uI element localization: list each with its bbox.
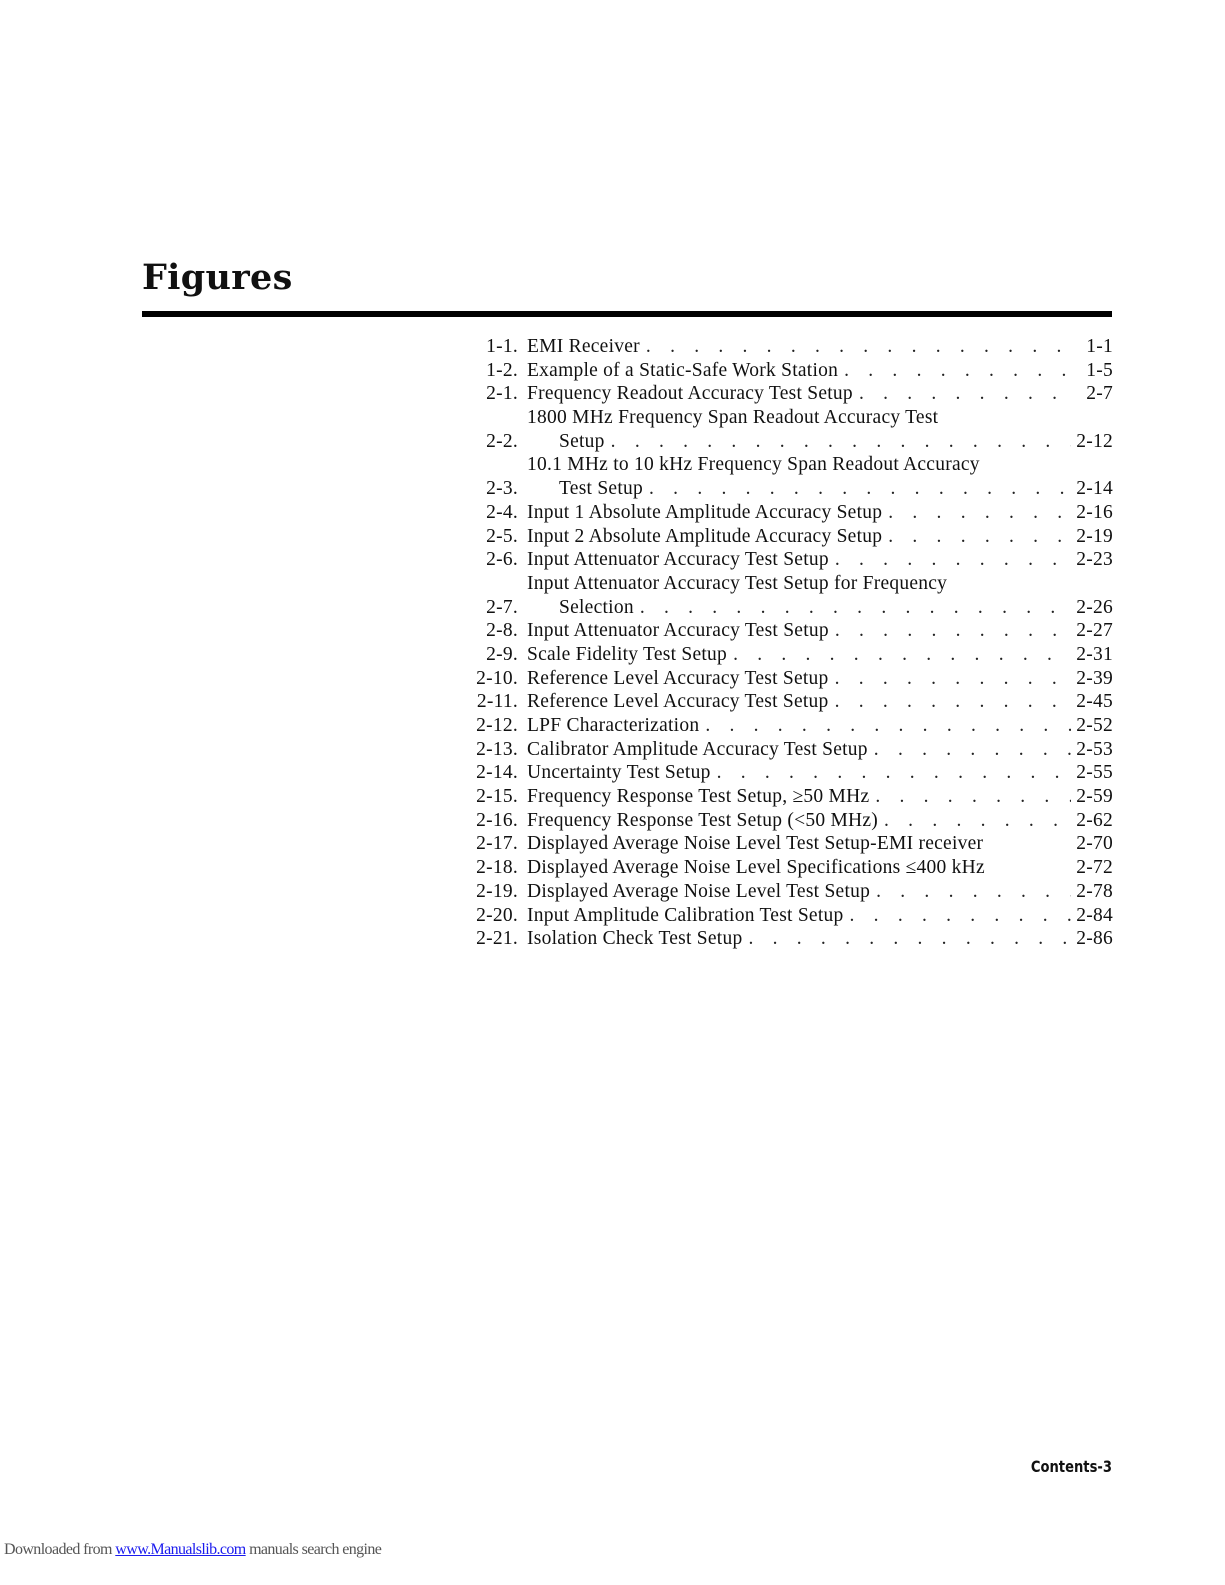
dot-leader	[829, 548, 1071, 572]
figure-page-number: 2-59	[1076, 786, 1113, 808]
figure-title-line	[527, 904, 1113, 928]
figure-page-number: 2-84	[1076, 904, 1113, 926]
dot-leader	[640, 335, 1071, 359]
figure-page-number: 2-12	[1076, 430, 1113, 452]
figure-entry[interactable]	[466, 880, 1113, 904]
figure-number: 2-14.	[476, 762, 518, 784]
figure-title-line	[527, 572, 1113, 596]
figure-page-number: 2-53	[1076, 738, 1113, 760]
figure-page-number: 2-26	[1076, 596, 1113, 618]
figure-title: Input Attenuator Accuracy Test Setup	[527, 549, 829, 571]
manualslib-link[interactable]: www.Manualslib.com	[115, 1541, 246, 1558]
figure-number: 2-3.	[486, 478, 518, 500]
figure-entry-body	[527, 714, 1113, 738]
figure-number: 2-21.	[476, 928, 518, 950]
figure-entry-body	[527, 619, 1113, 643]
figure-entry[interactable]	[466, 525, 1113, 549]
figure-number: 2-11.	[476, 691, 518, 713]
figure-entry[interactable]	[466, 904, 1113, 928]
figure-title-continuation	[527, 430, 1113, 454]
figure-number: 2-1.	[486, 383, 518, 405]
download-note-suffix: manuals search engine	[249, 1541, 382, 1558]
dot-leader	[643, 477, 1071, 501]
figure-number: 2-19.	[476, 880, 518, 902]
figure-title: Isolation Check Test Setup	[527, 928, 743, 950]
figure-title: 1800 MHz Frequency Span Readout Accuracy Test	[527, 407, 939, 429]
figure-title: Displayed Average Noise Level Test Setup	[527, 880, 871, 902]
figure-title-line	[527, 619, 1113, 643]
dot-leader	[634, 596, 1071, 620]
figure-entry-body	[527, 359, 1113, 383]
figure-title: LPF Characterization	[527, 715, 700, 736]
figure-title-continuation	[527, 477, 1113, 501]
dot-leader	[699, 714, 1071, 738]
figure-entry-body	[527, 904, 1113, 928]
figure-title-line	[527, 501, 1113, 525]
figure-title-line	[527, 785, 1113, 809]
figure-number: 2-5.	[486, 525, 518, 547]
figure-number: 2-10.	[476, 667, 518, 689]
dot-leader	[727, 643, 1071, 667]
figure-entry-body	[527, 667, 1113, 691]
dot-leader	[711, 761, 1071, 785]
figure-page-number: 2-39	[1076, 667, 1113, 689]
figure-entry[interactable]	[466, 382, 1113, 406]
figure-entry-body	[527, 761, 1113, 785]
figure-entry[interactable]	[466, 809, 1113, 833]
figure-title: Frequency Readout Accuracy Test Setup	[527, 383, 853, 405]
figure-number: 2-17.	[476, 833, 518, 855]
dot-leader	[878, 809, 1071, 833]
figure-title-line	[527, 738, 1113, 762]
figure-entry[interactable]	[466, 643, 1113, 667]
figure-number: 1-2.	[486, 359, 518, 381]
figure-page-number: 2-16	[1076, 501, 1113, 523]
figure-page-number: 2-31	[1076, 643, 1113, 665]
figure-title-line	[527, 453, 1113, 477]
figure-entry[interactable]	[466, 548, 1113, 572]
figure-number: 2-16.	[476, 809, 518, 831]
figure-title-line	[527, 667, 1113, 691]
figure-page-number: 1-5	[1086, 359, 1113, 381]
figure-entry-body	[527, 548, 1113, 572]
figure-number: 2-18.	[476, 857, 518, 879]
figure-entry-body	[527, 525, 1113, 549]
figure-entry[interactable]	[466, 785, 1113, 809]
figure-entry[interactable]	[466, 501, 1113, 525]
figure-number: 2-13.	[476, 738, 518, 760]
figure-entry[interactable]	[466, 856, 1113, 880]
figure-title-line	[527, 927, 1113, 951]
dot-leader	[853, 382, 1071, 406]
figure-entry-body	[527, 406, 1113, 453]
figure-entry-body	[527, 738, 1113, 762]
figure-title-line	[527, 406, 1113, 430]
figure-title: Reference Level Accuracy Test Setup	[527, 667, 829, 689]
figure-title-line	[527, 643, 1113, 667]
figure-title-line	[527, 690, 1113, 714]
page-footer-label: Contents-3	[1030, 1457, 1112, 1476]
figure-entry-body	[527, 572, 1113, 619]
figure-title-line	[527, 880, 1113, 904]
figure-title-line	[527, 761, 1113, 785]
figure-title: Displayed Average Noise Level Specifications ≤400 kHz	[527, 857, 985, 879]
dot-leader	[868, 738, 1071, 762]
figure-number: 2-2.	[486, 430, 518, 452]
figure-number: 2-12.	[476, 715, 518, 736]
figure-entry[interactable]	[466, 359, 1113, 383]
figure-title: Input 2 Absolute Amplitude Accuracy Setup	[527, 525, 883, 547]
dot-leader	[829, 690, 1071, 714]
dot-leader	[605, 430, 1071, 454]
download-note-prefix: Downloaded from	[4, 1541, 112, 1558]
page-title: Figures	[142, 257, 293, 298]
figure-page-number: 2-52	[1076, 715, 1113, 736]
figure-title: EMI Receiver	[527, 336, 640, 357]
figure-entry[interactable]	[466, 690, 1113, 714]
figure-entry[interactable]	[466, 714, 1113, 738]
dot-leader	[742, 927, 1071, 951]
figure-entry-body	[527, 382, 1113, 406]
figure-entry[interactable]	[466, 453, 1113, 500]
figure-title: Frequency Response Test Setup (<50 MHz)	[527, 809, 879, 831]
leader-gap	[985, 856, 1071, 880]
dot-leader	[882, 525, 1071, 549]
figure-entry[interactable]	[466, 406, 1113, 453]
figure-title-line	[527, 856, 1113, 880]
figure-title-line	[527, 832, 1113, 856]
figure-title-line	[527, 335, 1113, 359]
title-rule	[142, 311, 1112, 317]
download-note	[4, 1539, 381, 1561]
dot-leader	[869, 785, 1071, 809]
figure-title: Uncertainty Test Setup	[527, 762, 711, 784]
figure-entry-body	[527, 335, 1113, 359]
figures-list	[466, 335, 1113, 951]
figure-entry-body	[527, 785, 1113, 809]
figure-number: 2-8.	[486, 620, 518, 642]
figure-page-number: 2-78	[1076, 880, 1113, 902]
figure-page-number: 2-70	[1076, 833, 1113, 855]
figure-page-number: 2-14	[1076, 478, 1113, 500]
figure-page-number: 1-1	[1086, 336, 1113, 357]
figure-page-number: 2-45	[1076, 691, 1113, 713]
figure-title: Setup	[559, 430, 605, 452]
figure-number: 2-7.	[486, 596, 518, 618]
figure-entry-body	[527, 690, 1113, 714]
figure-entry[interactable]	[466, 667, 1113, 691]
figure-entry-body	[527, 453, 1113, 500]
figure-title: Frequency Response Test Setup, ≥50 MHz	[527, 786, 870, 808]
dot-leader	[844, 904, 1071, 928]
figure-title: Reference Level Accuracy Test Setup	[527, 691, 829, 713]
figure-entry-body	[527, 501, 1113, 525]
figure-entry[interactable]	[466, 927, 1113, 951]
figure-title-continuation	[527, 596, 1113, 620]
figure-title: Input Amplitude Calibration Test Setup	[527, 904, 844, 926]
figure-page-number: 2-72	[1076, 857, 1113, 879]
figure-title: Input Attenuator Accuracy Test Setup for Frequency	[527, 572, 948, 594]
dot-leader	[882, 501, 1071, 525]
figure-number: 2-6.	[486, 549, 518, 571]
dot-leader	[838, 359, 1071, 383]
figure-entry[interactable]	[466, 761, 1113, 785]
figure-page-number: 2-23	[1076, 549, 1113, 571]
figure-title: Scale Fidelity Test Setup	[527, 643, 728, 665]
figure-number: 2-15.	[476, 786, 518, 808]
figure-page-number: 2-27	[1076, 620, 1113, 642]
figure-entry[interactable]	[466, 572, 1113, 619]
figure-entry-body	[527, 643, 1113, 667]
figure-page-number: 2-62	[1076, 809, 1113, 831]
figure-number: 2-9.	[486, 643, 518, 665]
figure-title: Selection	[559, 596, 634, 618]
figure-entry-body	[527, 832, 1113, 856]
figure-page-number: 2-55	[1076, 762, 1113, 784]
figure-title: Test Setup	[559, 478, 644, 500]
figure-title-line	[527, 525, 1113, 549]
dot-leader	[829, 667, 1071, 691]
dot-leader	[829, 619, 1071, 643]
figure-page-number: 2-7	[1086, 383, 1113, 405]
figure-entry[interactable]	[466, 335, 1113, 359]
figure-number: 2-20.	[476, 904, 518, 926]
figure-title-line	[527, 809, 1113, 833]
figure-title: Example of a Static-Safe Work Station	[527, 359, 839, 381]
figure-entry-body	[527, 856, 1113, 880]
figure-entry[interactable]	[466, 619, 1113, 643]
figure-entry[interactable]	[466, 738, 1113, 762]
figure-title: 10.1 MHz to 10 kHz Frequency Span Readout Accuracy	[527, 454, 980, 476]
figure-entry-body	[527, 809, 1113, 833]
figure-title: Displayed Average Noise Level Test Setup-EMI receiver	[527, 833, 984, 855]
figure-number: 1-1.	[486, 336, 518, 357]
figure-title-line	[527, 382, 1113, 406]
dot-leader	[870, 880, 1071, 904]
figure-title: Input 1 Absolute Amplitude Accuracy Setup	[527, 501, 883, 523]
figure-title-line	[527, 714, 1113, 738]
figure-page-number: 2-86	[1076, 928, 1113, 950]
figure-title: Input Attenuator Accuracy Test Setup	[527, 620, 829, 642]
figure-entry-body	[527, 927, 1113, 951]
leader-gap	[983, 832, 1071, 856]
figure-entry[interactable]	[466, 832, 1113, 856]
figure-title: Calibrator Amplitude Accuracy Test Setup	[527, 738, 868, 760]
figure-title-line	[527, 548, 1113, 572]
figure-entry-body	[527, 880, 1113, 904]
figure-title-line	[527, 359, 1113, 383]
figure-page-number: 2-19	[1076, 525, 1113, 547]
figure-number: 2-4.	[486, 501, 518, 523]
